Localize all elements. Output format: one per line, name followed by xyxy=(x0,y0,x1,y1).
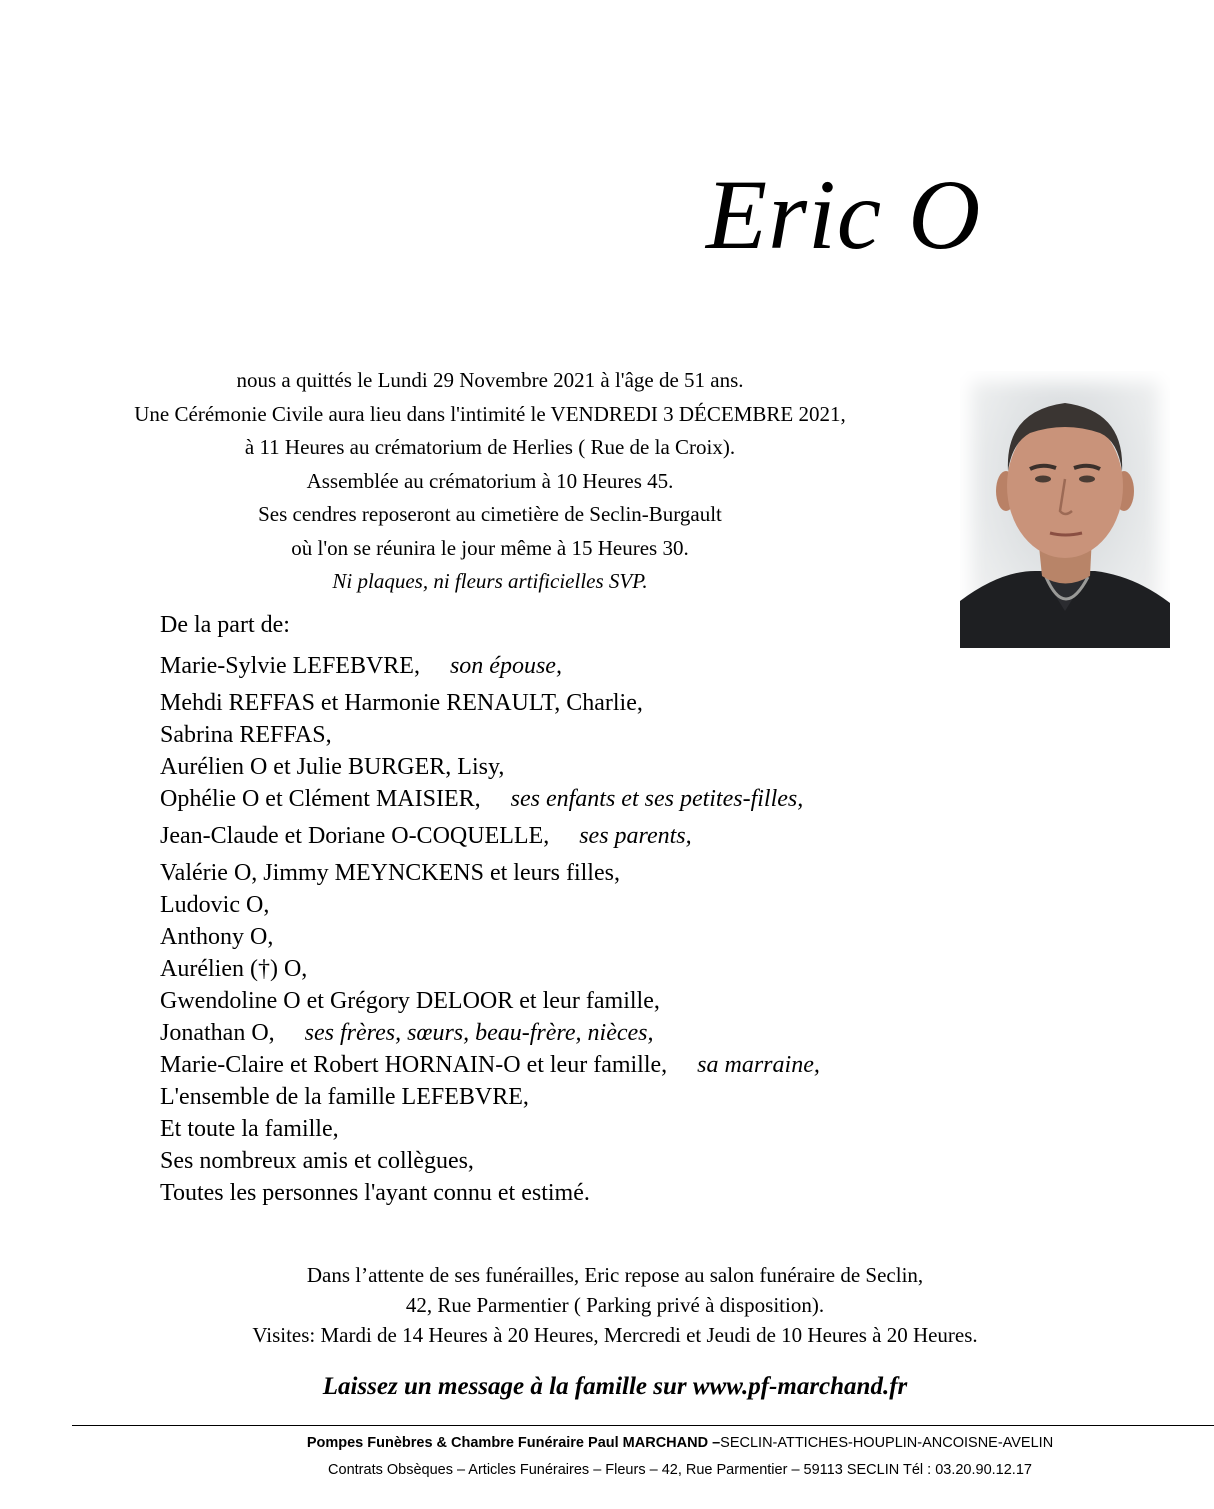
family-member-name: Ses nombreux amis et collègues, xyxy=(160,1148,474,1174)
family-member-name: Valérie O, Jimmy MEYNCKENS et leurs filles, xyxy=(160,860,620,886)
family-member xyxy=(160,1113,820,1145)
info-line: Dans l’attente de ses funérailles, Eric repose au salon funéraire de Seclin, xyxy=(306,1263,924,1287)
family-member xyxy=(160,751,820,783)
funeral-home-info xyxy=(40,1260,1190,1350)
deceased-name: Eric O xyxy=(706,159,982,270)
family-member xyxy=(160,1017,820,1049)
family-member-name: Ludovic O, xyxy=(160,892,270,918)
family-member xyxy=(160,1145,820,1177)
family-member-name: Aurélien O et Julie BURGER, Lisy, xyxy=(160,754,505,780)
announcement-line: Une Cérémonie Civile aura lieu dans l'intimité le VENDREDI 3 DÉCEMBRE 2021, xyxy=(134,401,846,426)
family-member xyxy=(160,820,820,852)
family-member xyxy=(160,687,820,719)
footer-company xyxy=(40,1435,1214,1451)
announcement-line: Assemblée au crématorium à 10 Heures 45. xyxy=(306,468,674,493)
family-member xyxy=(160,783,820,815)
company-name: Pompes Funèbres & Chambre Funéraire Paul MARCHAND – xyxy=(306,1435,721,1451)
family-member xyxy=(160,921,820,953)
portrait-photo xyxy=(960,371,1170,648)
family-member-name: Sabrina REFFAS, xyxy=(160,722,332,748)
family-member-name: Mehdi REFFAS et Harmonie RENAULT, Charlie, xyxy=(160,690,643,716)
family-member-name: Et toute la famille, xyxy=(160,1116,339,1142)
announcement-line: à 11 Heures au crématorium de Herlies ( Rue de la Croix). xyxy=(244,435,736,459)
family-member xyxy=(160,889,820,921)
family-member-name: Aurélien (†) O, xyxy=(160,956,308,982)
family-role: sa marraine, xyxy=(697,1052,820,1078)
family-member xyxy=(160,1081,820,1113)
family-member xyxy=(160,1049,820,1081)
family-member xyxy=(160,719,820,751)
footer-divider xyxy=(72,1425,1214,1426)
family-member-name: Anthony O, xyxy=(160,924,274,950)
family-member xyxy=(160,857,820,889)
family-role: ses frères, sœurs, beau-frère, nièces, xyxy=(304,1020,654,1046)
announcement-line: Ses cendres reposeront au cimetière de Seclin-Burgault xyxy=(258,502,722,526)
info-line: 42, Rue Parmentier ( Parking privé à disposition). xyxy=(405,1293,825,1317)
family-member xyxy=(160,1177,820,1209)
message-link[interactable]: Laissez un message à la famille sur www.pf-marchand.fr xyxy=(322,1373,908,1400)
family-member-name: Marie-Sylvie LEFEBVRE, xyxy=(160,653,420,679)
family-member-name: Marie-Claire et Robert HORNAIN-O et leur famille, xyxy=(160,1052,668,1078)
info-line: Visites: Mardi de 14 Heures à 20 Heures, Mercredi et Jeudi de 10 Heures à 20 Heures. xyxy=(252,1323,978,1347)
family-list xyxy=(160,650,820,1209)
announcement-line: où l'on se réunira le jour même à 15 Heures 30. xyxy=(291,535,689,560)
family-member xyxy=(160,650,820,682)
flowers-note: Ni plaques, ni fleurs artificielles SVP. xyxy=(332,569,648,593)
family-member-name: L'ensemble de la famille LEFEBVRE, xyxy=(160,1084,529,1110)
family-member-name: Toutes les personnes l'ayant connu et estimé. xyxy=(160,1180,590,1206)
company-towns: SECLIN-ATTICHES-HOUPLIN-ANCOISNE-AVELIN xyxy=(720,1435,1054,1451)
from-label: De la part de: xyxy=(160,612,290,638)
family-member-name: Ophélie O et Clément MAISIER, xyxy=(160,786,481,812)
family-role: ses parents, xyxy=(579,823,692,849)
footer-details: Contrats Obsèques – Articles Funéraires – Fleurs – 42, Rue Parmentier – 59113 SECLIN Tél : 03.20.90.12.17 xyxy=(328,1462,1032,1478)
family-member-name: Gwendoline O et Grégory DELOOR et leur famille, xyxy=(160,988,660,1014)
family-member xyxy=(160,985,820,1017)
announcement xyxy=(40,364,940,599)
announcement-line: nous a quittés le Lundi 29 Novembre 2021 à l'âge de 51 ans. xyxy=(236,368,744,392)
family-member-name: Jean-Claude et Doriane O-COQUELLE, xyxy=(160,823,550,849)
family-role: ses enfants et ses petites-filles, xyxy=(510,786,804,812)
family-member-name: Jonathan O, xyxy=(160,1020,275,1046)
family-member xyxy=(160,953,820,985)
family-role: son épouse, xyxy=(449,653,562,679)
